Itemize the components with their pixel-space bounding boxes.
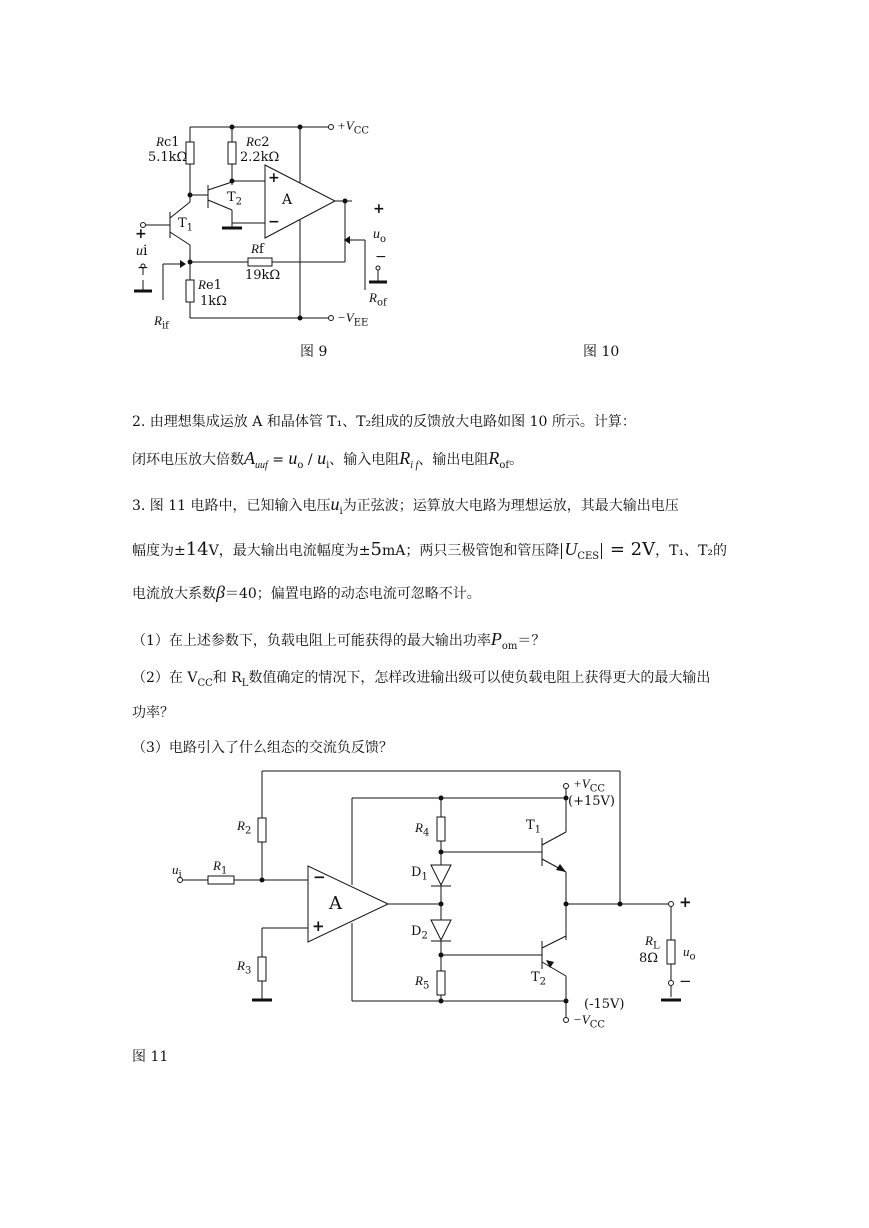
- q3-sub2-line1: （2）在 $V_{CC}$和 $R_L$数值确定的情况下，怎样改进输出级可以使负载电阻上获得更大的最大输出: [132, 670, 711, 689]
- q3-sub3: （3）电路引入了什么组态的交流负反馈？: [132, 740, 393, 756]
- inverting-label-11: −: [313, 868, 326, 886]
- q3-line1: 3. 图 11 电路中，已知输入电压$u_i$为正弦波；运算放大电路为理想运放，其最大输出电压: [132, 494, 679, 517]
- figure-11-circuit: [160, 760, 720, 1040]
- opamp-label: A: [282, 192, 293, 208]
- figure-10-caption: 图 10: [583, 344, 620, 360]
- output-plus: +: [373, 201, 385, 217]
- vcc-plus-value: (+15V): [568, 794, 615, 809]
- uo-label: $u_o$: [373, 227, 387, 245]
- r3-label: $R_3$: [237, 958, 252, 977]
- noninverting-label-11: +: [312, 917, 325, 935]
- vcc-plus-label: $+V_{CC}$: [573, 776, 606, 795]
- vcc-minus-value: (-15V): [584, 997, 625, 1012]
- input-minus: −: [137, 260, 149, 276]
- t1-label-11: $T_1$: [526, 818, 542, 836]
- q3-line2: 幅度为±14V，最大输出电流幅度为±5mA；两只三极管饱和管压降 $U_{CES} = 2V$，T₁、T₂的: [132, 539, 728, 562]
- r4-label: $R_4$: [415, 820, 430, 839]
- rc2-label: Rc2: [246, 134, 270, 150]
- re1-label: Re1: [198, 277, 222, 293]
- re1-value: 1kΩ: [200, 294, 227, 309]
- opamp-label-11: A: [329, 893, 342, 914]
- noninverting-label: +: [268, 170, 280, 186]
- d2-label: $D_2$: [411, 924, 428, 942]
- rf-value: 19kΩ: [245, 268, 281, 283]
- output-minus-11: −: [679, 972, 692, 990]
- t2-label: $T_2$: [227, 190, 243, 208]
- figure-11-caption: 图 11: [132, 1049, 169, 1065]
- uo-label-11: $u_o$: [683, 944, 696, 963]
- rof-label: $R_{of}$: [369, 290, 387, 309]
- ui-label-11: $u_i$: [172, 862, 182, 881]
- vcc-label: $+V_{CC}$: [337, 118, 370, 137]
- t1-label: $T_1$: [178, 216, 194, 234]
- rf-label: Rf: [251, 241, 264, 257]
- q2-line2: 闭环电压放大倍数$A_{uuf} = u_o / u_i$、输入电阻$R_{i f}$、输出电阻$R_{of}$。: [132, 448, 524, 471]
- vee-label: $-V_{EE}$: [337, 310, 369, 329]
- r2-label: $R_2$: [237, 818, 252, 837]
- ui-label: ui: [136, 243, 148, 259]
- q3-line3: 电流放大系数β＝40；偏置电路的动态电流可忽略不计。: [132, 582, 481, 602]
- input-plus: +: [135, 226, 147, 242]
- rc1-value: 5.1kΩ: [148, 150, 188, 165]
- rc1-label: Rc1: [156, 134, 180, 150]
- q2-line1: 2. 由理想集成运放 A 和晶体管 T₁、T₂组成的反馈放大电路如图 10 所示。计算：: [132, 414, 636, 430]
- output-plus-11: +: [679, 893, 692, 911]
- output-minus: −: [375, 249, 387, 265]
- rl-label: $R_L$: [645, 933, 660, 952]
- inverting-label: −: [268, 214, 280, 230]
- rc2-value: 2.2kΩ: [240, 150, 280, 165]
- t2-label-11: $T_2$: [531, 970, 547, 988]
- d1-label: $D_1$: [411, 865, 428, 883]
- q3-sub2-line2: 功率？: [132, 705, 174, 721]
- rl-value: 8Ω: [639, 951, 659, 966]
- r5-label: $R_5$: [415, 973, 430, 992]
- r1-label: $R_1$: [213, 858, 228, 877]
- rif-label: $R_{if}$: [154, 313, 169, 332]
- q3-sub1: （1）在上述参数下，负载电阻上可能获得的最大输出功率$P_{om}=$？: [132, 629, 546, 652]
- vcc-minus-label: $-V_{CC}$: [573, 1012, 606, 1031]
- figure-9-caption: 图 9: [300, 344, 328, 360]
